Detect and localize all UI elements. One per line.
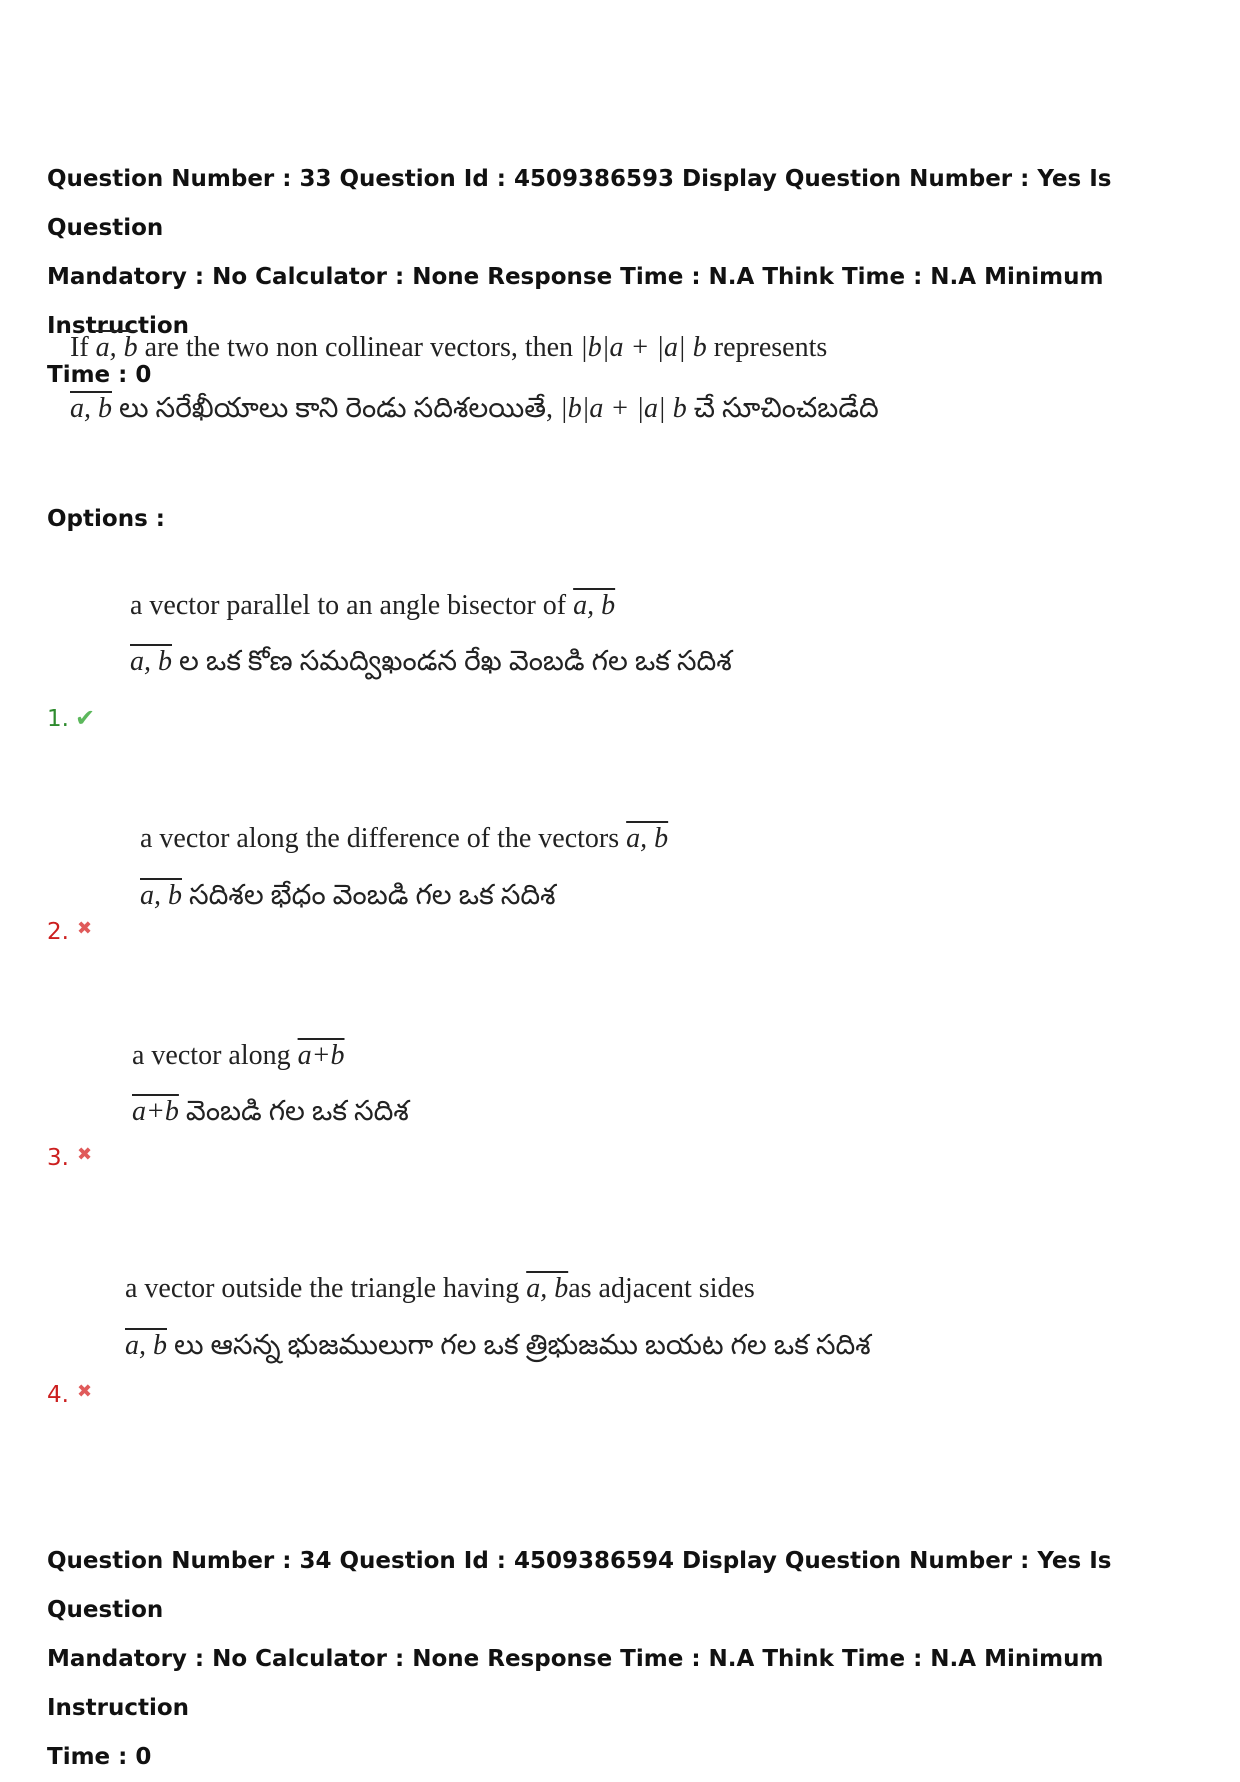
meta-line-3: Time : 0	[47, 362, 152, 388]
option-3-telugu: a+b వెంబడి గల ఒక సదిశ	[132, 1096, 409, 1127]
option-4-english: a vector outside the triangle having a, bas adjacent sides	[125, 1273, 755, 1304]
option-4-number[interactable]: 4. ✖	[47, 1381, 93, 1408]
option-1-telugu: a, b ల ఒక కోణ సమద్విఖండన రేఖ వెంబడి గల ఒక సదిశ	[130, 646, 732, 677]
meta-line-1: Question Number : 34 Question Id : 4509386594 Display Question Number : Yes Is Question	[47, 1548, 1112, 1623]
option-3-number[interactable]: 3. ✖	[47, 1144, 93, 1171]
meta-line-1: Question Number : 33 Question Id : 4509386593 Display Question Number : Yes Is Question	[47, 166, 1112, 241]
option-1-english: a vector parallel to an angle bisector of a, b	[130, 590, 616, 621]
option-2-english: a vector along the difference of the vectors a, b	[140, 823, 669, 854]
vector-symbols: a, b	[70, 393, 112, 424]
vector-symbols: a, b	[95, 332, 138, 363]
option-1-number[interactable]: 1. ✔	[47, 704, 96, 732]
vector-expression: |b|a + |a| b	[560, 393, 687, 424]
meta-line-2: Mandatory : No Calculator : None Response Time : N.A Think Time : N.A Minimum Instruction	[47, 264, 1104, 339]
cross-icon: ✖	[76, 918, 93, 939]
vector-expression: |b|a + |a| b	[580, 332, 707, 363]
option-4-telugu: a, b లు ఆసన్న భుజములుగా గల ఒక త్రిభుజము బయట గల ఒక సదిశ	[125, 1330, 871, 1361]
options-label: Options :	[47, 506, 165, 532]
meta-line-3: Time : 0	[47, 1744, 152, 1770]
cross-icon: ✖	[76, 1144, 93, 1165]
cross-icon: ✖	[76, 1381, 93, 1402]
question-34-meta	[47, 1537, 1207, 1782]
question-text-english: If a, b are the two non collinear vectors, then |b|a + |a| b represents	[70, 332, 828, 363]
meta-line-2: Mandatory : No Calculator : None Response Time : N.A Think Time : N.A Minimum Instruction	[47, 1646, 1104, 1721]
option-2-telugu: a, b సదిశల భేధం వెంబడి గల ఒక సదిశ	[140, 880, 556, 911]
check-icon: ✔	[74, 704, 96, 732]
question-text-telugu: a, b లు సరేఖీయాలు కాని రెండు సదిశలయితే, |b|a + |a| b చే సూచించబడేది	[70, 393, 879, 424]
option-2-number[interactable]: 2. ✖	[47, 918, 93, 945]
option-3-english: a vector along a+b	[132, 1040, 345, 1071]
